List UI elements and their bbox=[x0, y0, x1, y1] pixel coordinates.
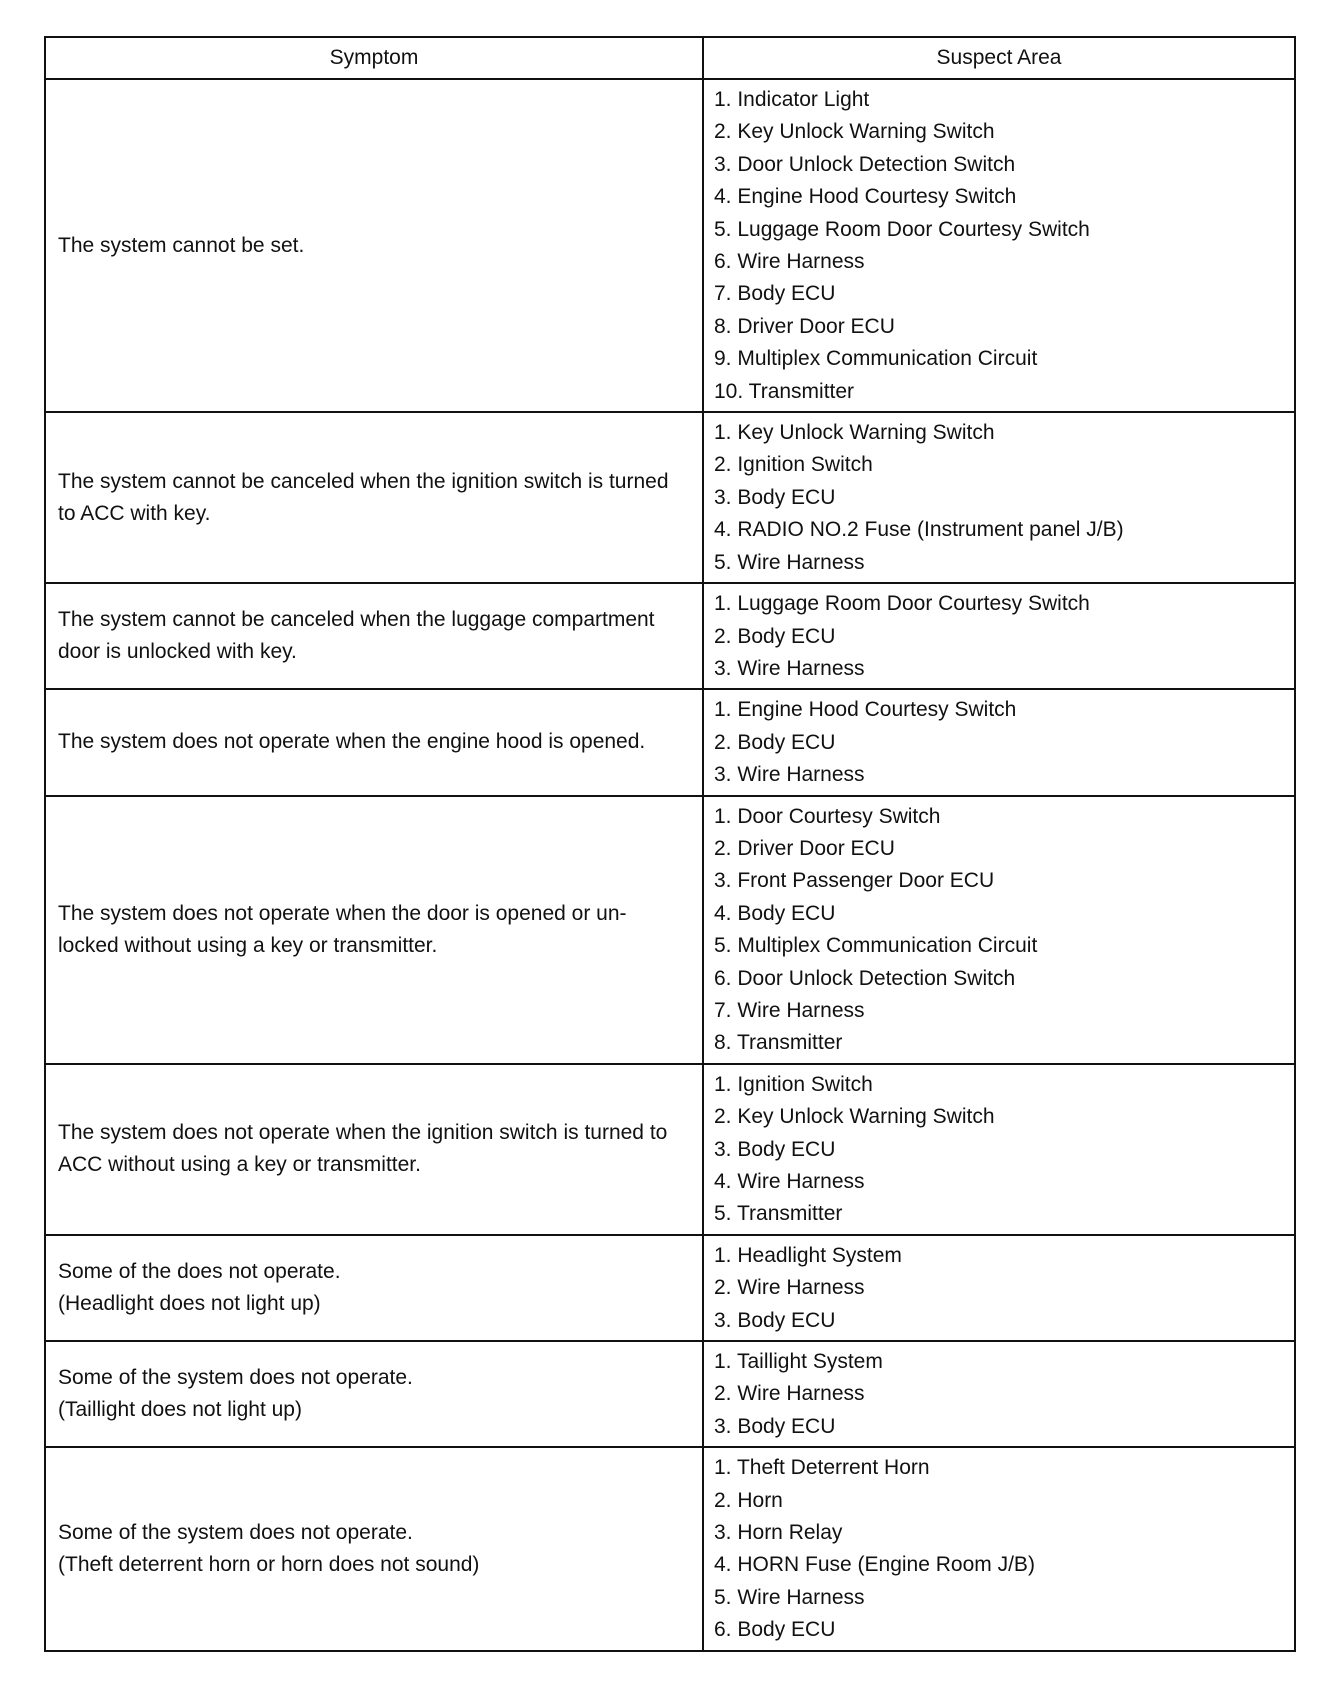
suspect-area-item: 1. Indicator Light bbox=[714, 88, 870, 111]
suspect-area-list bbox=[714, 588, 1286, 685]
suspect-area-item: 3. Horn Relay bbox=[714, 1521, 843, 1545]
suspect-area-item: 1. Luggage Room Door Courtesy Switch bbox=[714, 592, 1090, 616]
suspect-area-item: 2. Horn bbox=[714, 1488, 783, 1512]
suspect-area-item: 8. Transmitter bbox=[714, 1031, 843, 1055]
suspect-area-item: 7. Body ECU bbox=[714, 282, 836, 306]
symptom-text-line: ACC without using a key or transmitter. bbox=[58, 1153, 421, 1177]
suspect-area-column-header: Suspect Area bbox=[703, 37, 1295, 79]
suspect-area-item: 9. Multiplex Communication Circuit bbox=[714, 347, 1038, 371]
symptom-cell bbox=[45, 689, 703, 795]
table-body bbox=[45, 79, 1295, 1651]
symptom-text-line: (Theft deterrent horn or horn does not sound) bbox=[58, 1552, 480, 1576]
symptom-text-line: The system does not operate when the door is opened or un- bbox=[58, 901, 627, 925]
symptom-cell bbox=[45, 796, 703, 1064]
suspect-area-item: 10. Transmitter bbox=[714, 379, 855, 403]
suspect-area-item: 2. Wire Harness bbox=[714, 1276, 865, 1300]
table-row bbox=[45, 79, 1295, 412]
suspect-area-item: 6. Body ECU bbox=[714, 1618, 836, 1642]
suspect-area-item: 2. Wire Harness bbox=[714, 1382, 865, 1406]
table-header-row bbox=[45, 37, 1295, 79]
table-row bbox=[45, 1447, 1295, 1650]
suspect-area-item: 3. Body ECU bbox=[714, 1414, 836, 1438]
suspect-area-cell bbox=[703, 689, 1295, 795]
suspect-area-item: 4. Wire Harness bbox=[714, 1170, 865, 1193]
table-row bbox=[45, 412, 1295, 583]
suspect-area-item: 4. HORN Fuse (Engine Room J/B) bbox=[714, 1553, 1035, 1577]
symptom-text-line: Some of the system does not operate. bbox=[58, 1366, 413, 1390]
symptom-cell bbox=[45, 412, 703, 583]
table-row bbox=[45, 1341, 1295, 1447]
suspect-area-item: 3. Door Unlock Detection Switch bbox=[714, 152, 1016, 176]
table-row bbox=[45, 1064, 1295, 1235]
table-row bbox=[45, 583, 1295, 689]
suspect-area-cell bbox=[703, 1064, 1295, 1235]
table-row bbox=[45, 689, 1295, 795]
suspect-area-item: 2. Body ECU bbox=[714, 624, 836, 648]
suspect-area-cell bbox=[703, 412, 1295, 583]
symptom-text-line: The system cannot be set. bbox=[58, 233, 305, 257]
suspect-area-cell bbox=[703, 1341, 1295, 1447]
symptom-text-line: The system cannot be canceled when the ignition switch is turned bbox=[58, 469, 669, 493]
suspect-area-item: 1. Key Unlock Warning Switch bbox=[714, 421, 995, 445]
suspect-area-item: 5. Multiplex Communication Circuit bbox=[714, 934, 1038, 958]
symptom-cell bbox=[45, 1064, 703, 1235]
suspect-area-cell bbox=[703, 1447, 1295, 1650]
suspect-area-list bbox=[714, 1346, 1286, 1443]
symptom-text-line: (Taillight does not light up) bbox=[58, 1398, 302, 1422]
suspect-area-list bbox=[714, 1452, 1286, 1646]
suspect-area-item: 3. Body ECU bbox=[714, 1137, 836, 1161]
suspect-area-cell bbox=[703, 796, 1295, 1064]
symptom-text-line: The system does not operate when the engine hood is opened. bbox=[58, 730, 646, 754]
symptom-text-line: The system does not operate when the ignition switch is turned to bbox=[58, 1121, 668, 1145]
suspect-area-list bbox=[714, 801, 1286, 1060]
suspect-area-item: 3. Wire Harness bbox=[714, 763, 865, 787]
suspect-area-item: 4. RADIO NO.2 Fuse (Instrument panel J/B) bbox=[714, 518, 1124, 542]
suspect-area-item: 4. Body ECU bbox=[714, 901, 836, 925]
suspect-area-item: 3. Body ECU bbox=[714, 1308, 836, 1332]
symptom-cell bbox=[45, 583, 703, 689]
symptom-text-line: (Headlight does not light up) bbox=[58, 1291, 321, 1315]
suspect-area-item: 2. Ignition Switch bbox=[714, 453, 873, 477]
table-row bbox=[45, 796, 1295, 1064]
suspect-area-item: 1. Headlight System bbox=[714, 1243, 902, 1267]
suspect-area-list bbox=[714, 694, 1286, 791]
suspect-area-item: 5. Transmitter bbox=[714, 1202, 843, 1226]
suspect-area-item: 2. Key Unlock Warning Switch bbox=[714, 1105, 995, 1129]
suspect-area-item: 2. Body ECU bbox=[714, 730, 836, 754]
suspect-area-item: 5. Wire Harness bbox=[714, 1585, 865, 1609]
suspect-area-item: 7. Wire Harness bbox=[714, 998, 865, 1022]
symptom-text-line: Some of the does not operate. bbox=[58, 1259, 341, 1283]
suspect-area-cell bbox=[703, 583, 1295, 689]
symptom-cell bbox=[45, 1341, 703, 1447]
suspect-area-item: 6. Door Unlock Detection Switch bbox=[714, 966, 1016, 990]
suspect-area-list bbox=[714, 84, 1286, 408]
suspect-area-item: 1. Door Courtesy Switch bbox=[714, 804, 941, 828]
suspect-area-list bbox=[714, 417, 1286, 579]
suspect-area-item: 4. Engine Hood Courtesy Switch bbox=[714, 185, 1017, 209]
suspect-area-cell bbox=[703, 79, 1295, 412]
suspect-area-item: 5. Wire Harness bbox=[714, 550, 865, 574]
suspect-area-item: 6. Wire Harness bbox=[714, 250, 865, 274]
suspect-area-item: 2. Key Unlock Warning Switch bbox=[714, 120, 995, 144]
suspect-area-item: 3. Wire Harness bbox=[714, 656, 865, 680]
suspect-area-item: 3. Body ECU bbox=[714, 485, 836, 509]
symptom-text-line: locked without using a key or transmitter. bbox=[58, 933, 438, 957]
symptom-cell bbox=[45, 1447, 703, 1650]
symptom-column-header: Symptom bbox=[45, 37, 703, 79]
suspect-area-list bbox=[714, 1069, 1286, 1231]
suspect-area-item: 1. Engine Hood Courtesy Switch bbox=[714, 698, 1017, 722]
suspect-area-item: 1. Taillight System bbox=[714, 1350, 883, 1374]
suspect-area-item: 3. Front Passenger Door ECU bbox=[714, 869, 995, 893]
suspect-area-cell bbox=[703, 1235, 1295, 1341]
suspect-area-item: 8. Driver Door ECU bbox=[714, 314, 895, 338]
suspect-area-list bbox=[714, 1240, 1286, 1337]
symptom-cell bbox=[45, 79, 703, 412]
symptom-text-line: to ACC with key. bbox=[58, 501, 211, 525]
symptom-text-line: door is unlocked with key. bbox=[58, 640, 297, 664]
suspect-area-item: 5. Luggage Room Door Courtesy Switch bbox=[714, 217, 1090, 241]
symptom-text-line: Some of the system does not operate. bbox=[58, 1520, 413, 1544]
table-row bbox=[45, 1235, 1295, 1341]
suspect-area-item: 2. Driver Door ECU bbox=[714, 836, 895, 860]
troubleshooting-table bbox=[44, 36, 1296, 1652]
symptom-text-line: The system cannot be canceled when the luggage compartment bbox=[58, 608, 655, 632]
symptom-cell bbox=[45, 1235, 703, 1341]
suspect-area-item: 1. Ignition Switch bbox=[714, 1072, 873, 1096]
suspect-area-item: 1. Theft Deterrent Horn bbox=[714, 1456, 930, 1480]
